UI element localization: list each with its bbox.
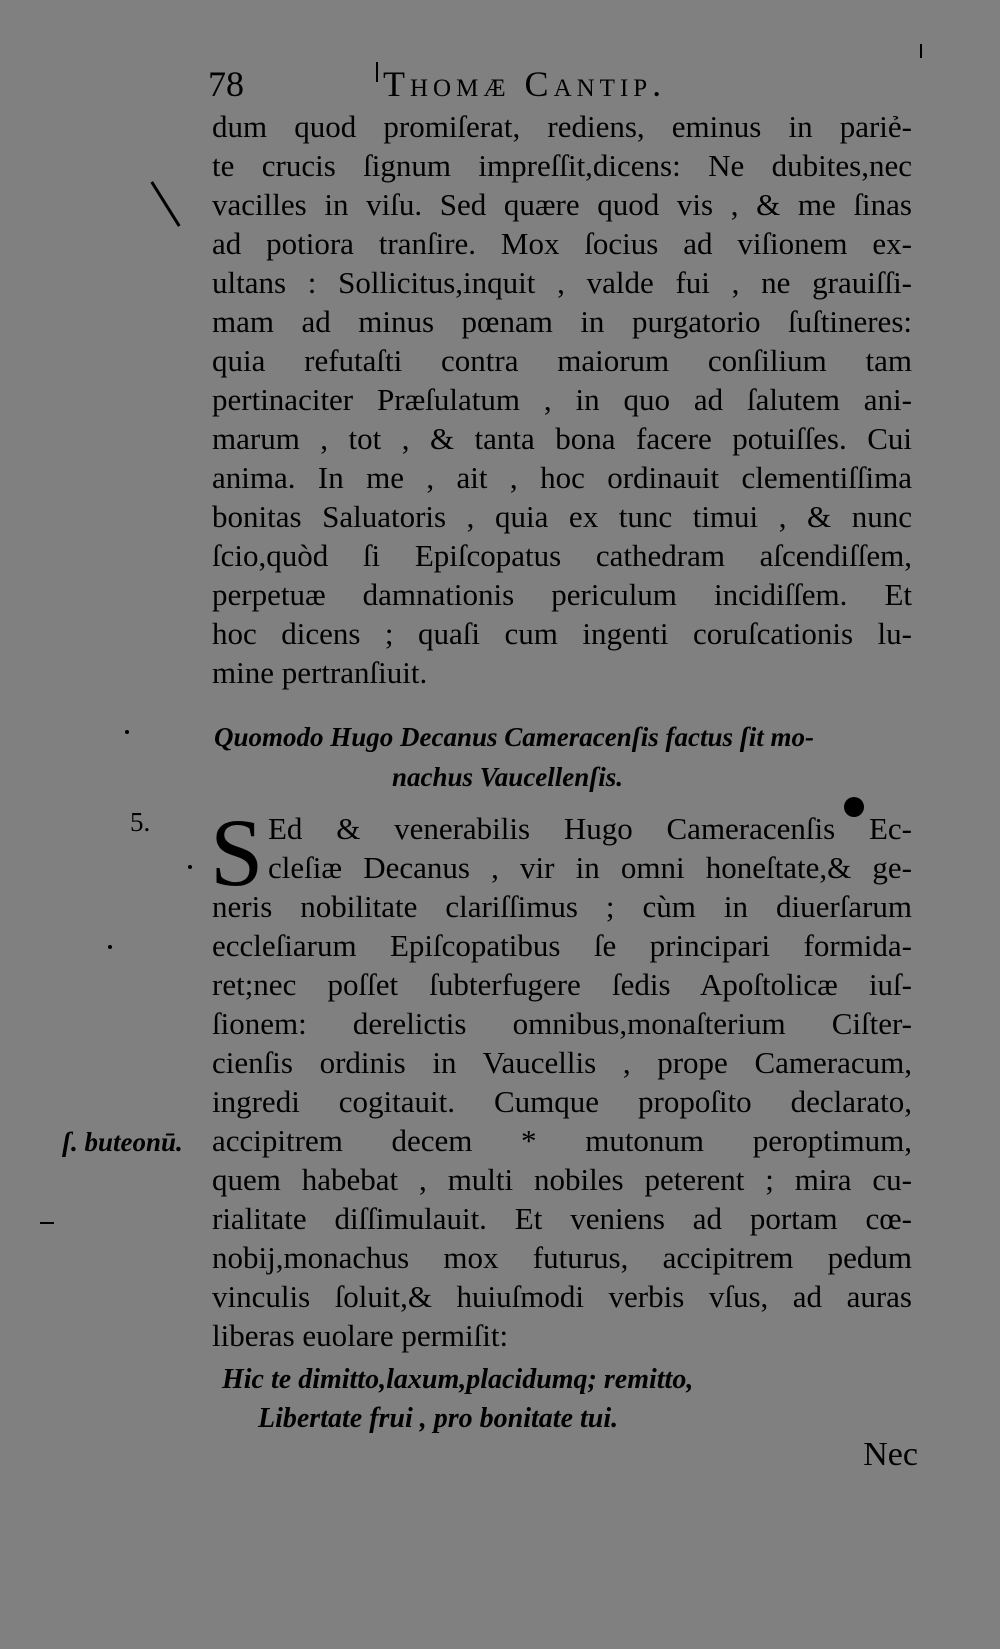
text-line: anima. In me , ait , hoc ordinauit clementiſſima xyxy=(212,460,912,495)
text-line: bonitas Saluatoris , quia ex tunc timui , & nunc xyxy=(212,499,912,534)
text-line: ingredi cogitauit. Cumque propoſito declarato, xyxy=(212,1084,912,1119)
catchword: Nec xyxy=(863,1436,918,1473)
text-line: cleſiæ Decanus , vir in omni honeſtate,& ge- xyxy=(268,850,912,885)
text-line: ret;nec poſſet ſubterfugere ſedis Apoſtolicæ iuſ- xyxy=(212,967,912,1002)
text-line: liberas euolare permiſit: xyxy=(212,1318,509,1353)
margin-gloss: ſ. buteonū. xyxy=(62,1127,183,1157)
text-line: eccleſiarum Epiſcopatibus ſe principari formida- xyxy=(212,928,912,963)
text-line: marum , tot , & tanta bona facere potuiſſes. Cui xyxy=(212,421,912,456)
text-line: dum quod promiſerat, rediens, eminus in pariẻ- xyxy=(212,109,912,144)
margin-tick xyxy=(920,44,922,58)
text-line: vacilles in viſu. Sed quære quod vis , & me ſinas xyxy=(212,187,912,222)
margin-dot xyxy=(125,730,129,734)
text-line: ſcio,quòd ſi Epiſcopatus cathedram aſcendiſſem, xyxy=(212,538,912,573)
margin-dot xyxy=(188,865,192,869)
page-number: 78 xyxy=(208,64,244,104)
text-line: mam ad minus pœnam in purgatorio ſuſtineres: xyxy=(212,304,912,339)
text-line: accipitrem decem * mutonum peroptimum, xyxy=(212,1123,912,1158)
text-line: mine pertranſiuit. xyxy=(212,655,428,690)
header-rule xyxy=(376,62,378,82)
page-header xyxy=(208,62,908,106)
drop-cap: S xyxy=(210,799,264,906)
text-line: Ed & venerabilis Hugo Cameracenſis Ec- xyxy=(268,811,912,846)
margin-dot xyxy=(108,945,112,949)
margin-dash xyxy=(40,1222,54,1224)
chapter-heading-line1: Quomodo Hugo Decanus Cameracenſis factus ſit mo- xyxy=(214,722,815,752)
text-line: pertinaciter Præſulatum , in quo ad ſalutem ani- xyxy=(212,382,912,417)
chapter-heading-line2: nachus Vaucellenſis. xyxy=(392,762,624,792)
text-line: nobij,monachus mox futurus, accipitrem pedum xyxy=(212,1240,912,1275)
section-number: 5. xyxy=(130,807,151,837)
text-line: quia refutaſti contra maiorum conſilium tam xyxy=(212,343,912,378)
margin-stroke xyxy=(150,181,180,227)
text-line: quem habebat , multi nobiles peterent ; mira cu- xyxy=(212,1162,912,1197)
text-line: ultans : Sollicitus,inquit , valde fui , ne grauiſſi- xyxy=(212,265,912,300)
verse-line2: Libertate frui , pro bonitate tui. xyxy=(258,1403,619,1434)
text-line: rialitate diſſimulauit. Et veniens ad portam cœ- xyxy=(212,1201,912,1236)
running-title: Thomæ Cantip. xyxy=(383,64,667,104)
text-line: ad potiora tranſire. Mox ſocius ad viſionem ex- xyxy=(212,226,912,261)
text-line: te crucis ſignum impreſſit,dicens: Ne dubites,nec xyxy=(212,148,912,183)
text-line: ſionem: derelictis omnibus,monaſterium Ciſter- xyxy=(212,1006,912,1041)
verse-line1: Hic te dimitto,laxum,placidumq; remitto, xyxy=(222,1364,694,1395)
text-line: perpetuæ damnationis periculum incidiſſem. Et xyxy=(212,577,912,612)
text-line: vinculis ſoluit,& huiuſmodi verbis vſus, ad auras xyxy=(212,1279,912,1314)
text-line: hoc dicens ; quaſi cum ingenti coruſcationis lu- xyxy=(212,616,912,651)
text-line: neris nobilitate clariſſimus ; cùm in diuerſarum xyxy=(212,889,912,924)
text-line: cienſis ordinis in Vaucellis , prope Cameracum, xyxy=(212,1045,912,1080)
